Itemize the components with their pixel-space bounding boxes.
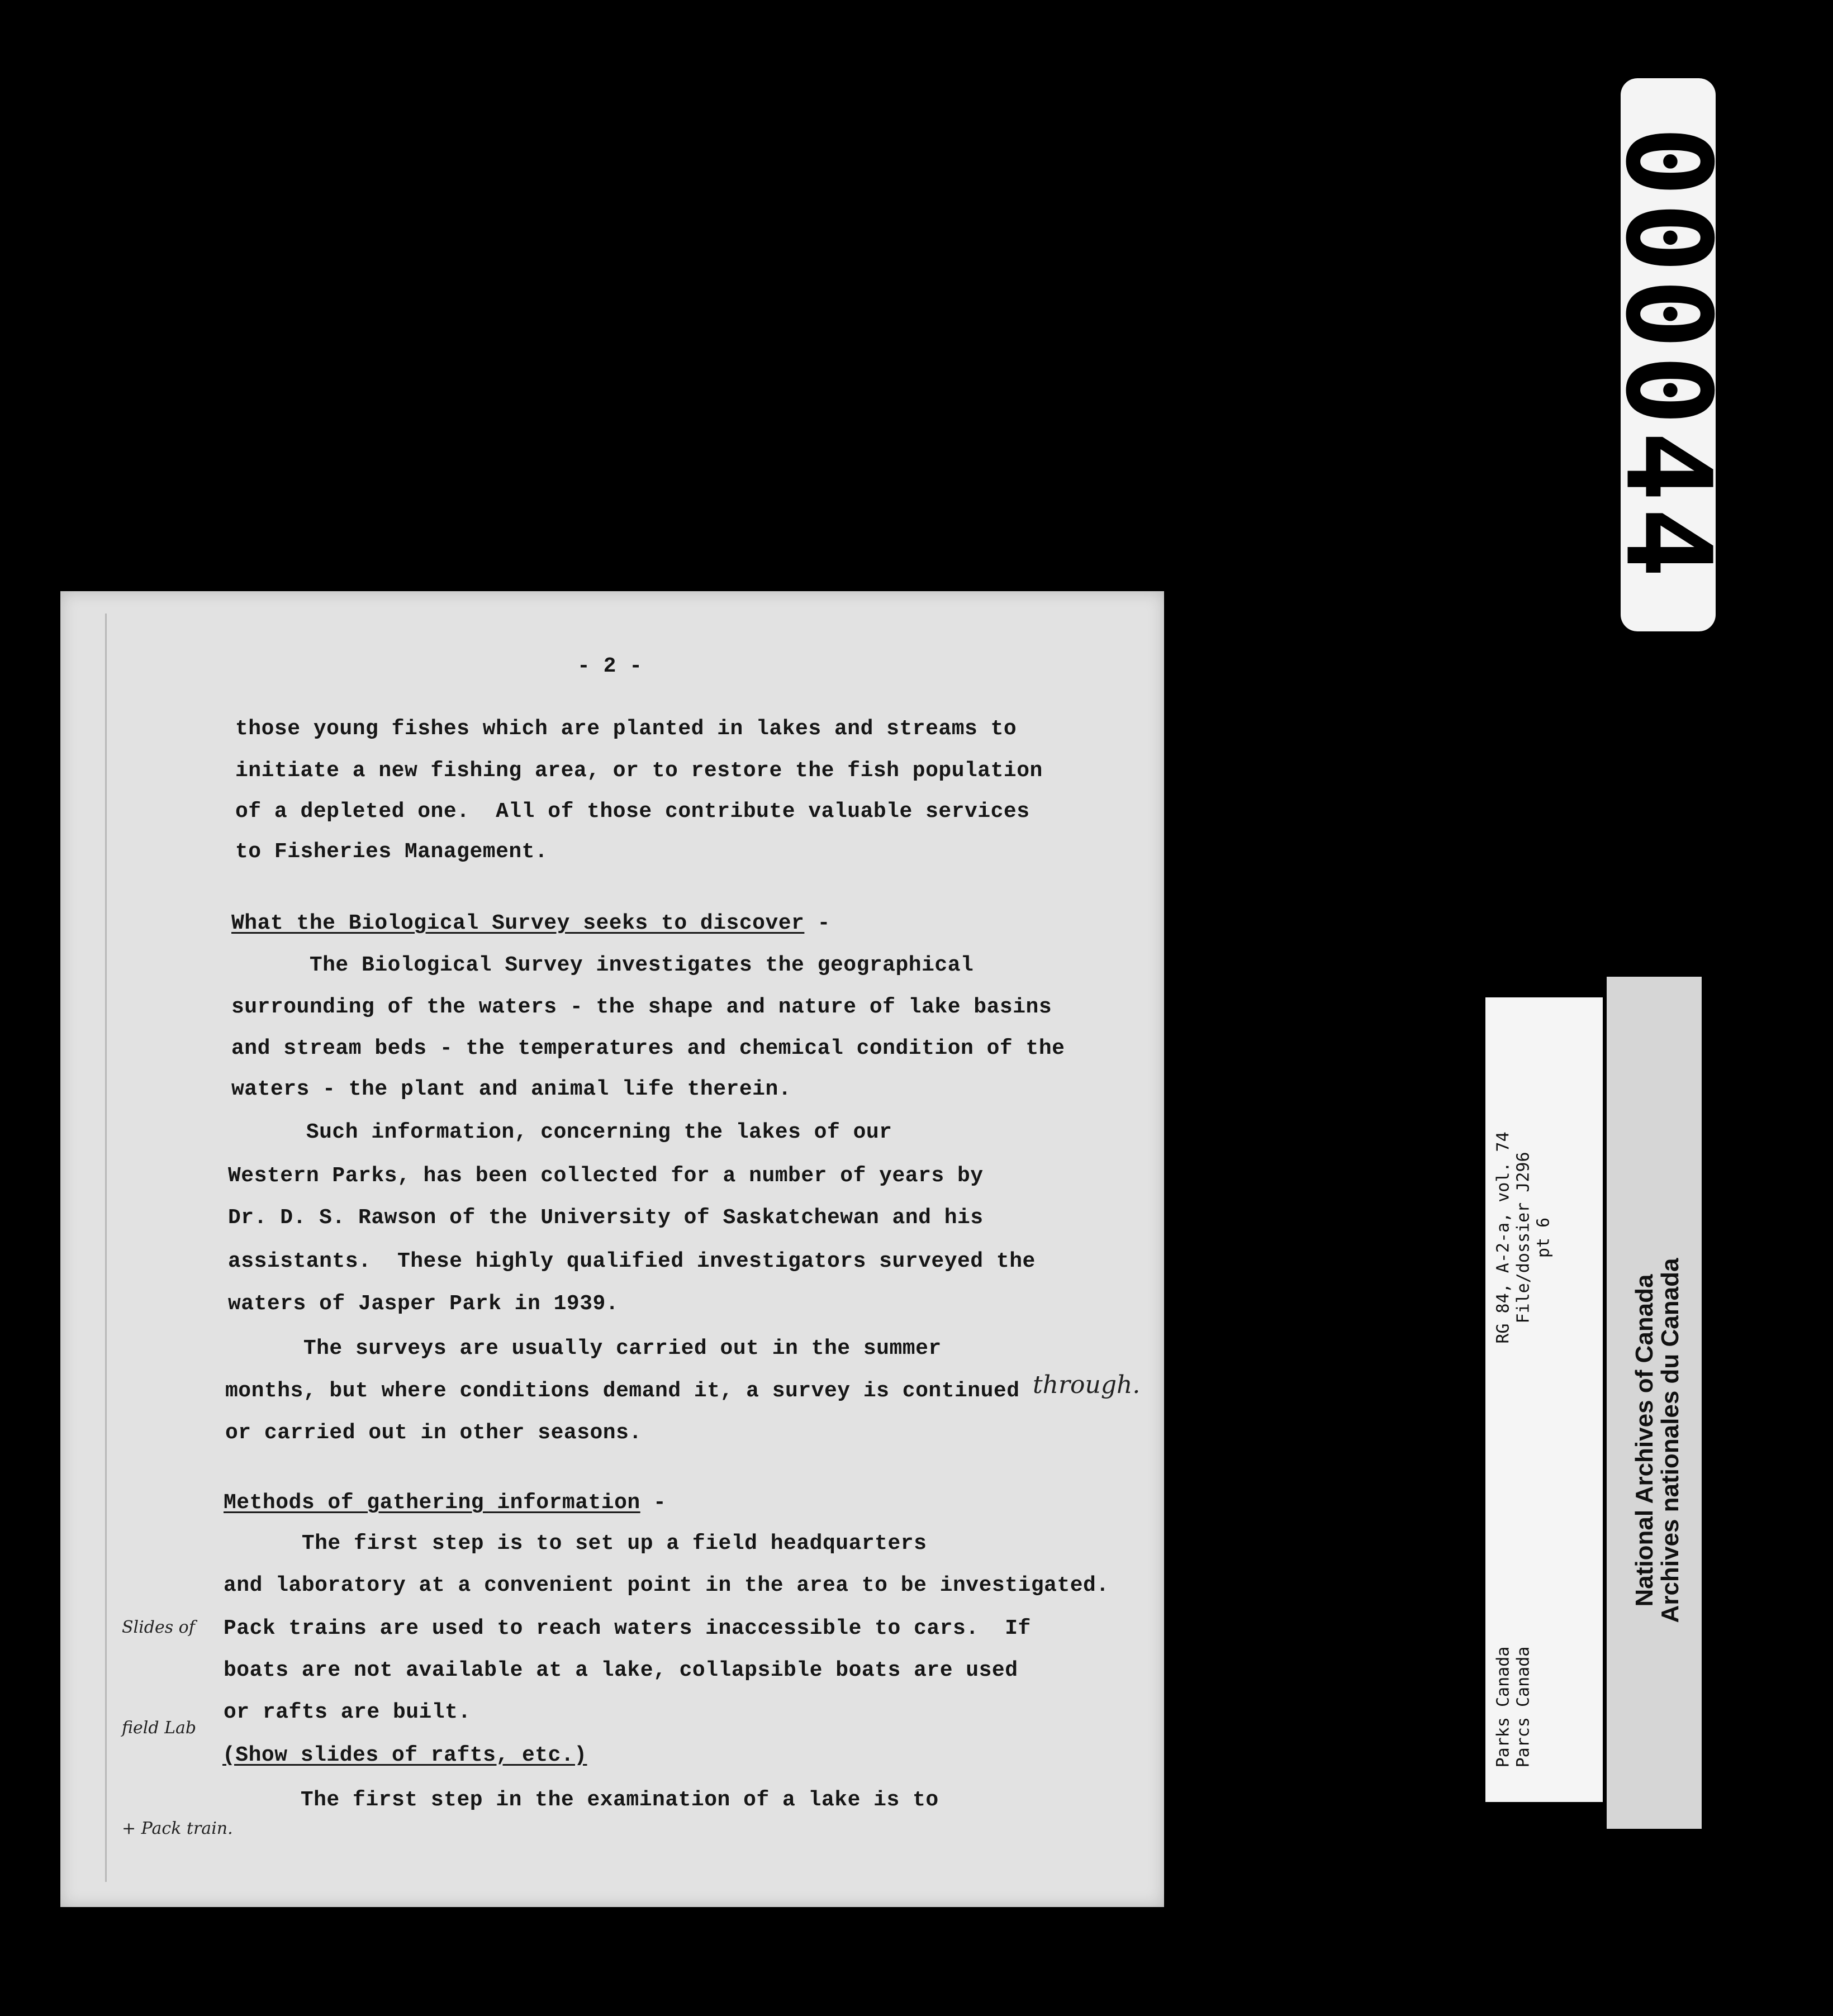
agency-line: Parcs Canada — [1513, 1646, 1533, 1768]
typed-line: or carried out in other seasons. — [225, 1421, 642, 1445]
typed-line: waters of Jasper Park in 1939. — [228, 1292, 619, 1316]
slide-note: (Show slides of rafts, etc.) — [222, 1743, 587, 1767]
section-heading-text: What the Biological Survey seeks to discover — [231, 911, 805, 935]
reference-line: pt 6 — [1533, 1217, 1554, 1258]
typed-line: of a depleted one. All of those contribute valuable services — [235, 800, 1030, 824]
archives-name-en: National Archives of Canada — [1631, 1274, 1658, 1607]
section-heading — [231, 911, 830, 935]
typed-line: to Fisheries Management. — [235, 840, 548, 864]
archives-label — [1607, 977, 1702, 1829]
typed-line: The surveys are usually carried out in the summer — [225, 1337, 942, 1361]
margin-note-line: field Lab — [122, 1718, 197, 1738]
typed-line: initiate a new fishing area, or to restore the fish population — [235, 759, 1043, 783]
page-number: - 2 - — [577, 654, 643, 678]
typed-line: The Biological Survey investigates the geographical — [231, 953, 974, 977]
reference-line: RG 84, A-2-a, vol. 74 — [1493, 1131, 1513, 1344]
handwritten-insert: through. — [1033, 1371, 1141, 1399]
reference-label — [1485, 997, 1603, 1802]
typed-line: or rafts are built. — [224, 1700, 471, 1724]
typed-line: surrounding of the waters - the shape and nature of lake basins — [231, 995, 1052, 1019]
typed-line: The first step is to set up a field headquarters — [224, 1532, 927, 1556]
section-heading-text: Methods of gathering information — [224, 1491, 640, 1515]
frame-number: 000044 — [1599, 126, 1737, 584]
typed-line: Western Parks, has been collected for a number of years by — [228, 1164, 984, 1188]
typed-line: The first step in the examination of a lake is to — [222, 1788, 939, 1812]
reference-line: File/dossier J296 — [1513, 1152, 1533, 1324]
section-heading-dash: - — [640, 1491, 667, 1515]
typed-line: Pack trains are used to reach waters inaccessible to cars. If — [224, 1616, 1031, 1641]
typed-line: those young fishes which are planted in lakes and streams to — [235, 717, 1017, 741]
typed-line: and stream beds - the temperatures and chemical condition of the — [231, 1036, 1065, 1061]
typed-line: waters - the plant and animal life therein. — [231, 1077, 792, 1101]
section-heading — [224, 1491, 666, 1515]
section-heading-dash: - — [804, 911, 830, 935]
typed-line: boats are not available at a lake, collapsible boats are used — [224, 1658, 1018, 1682]
typed-line: assistants. These highly qualified investigators surveyed the — [228, 1249, 1036, 1273]
typed-line: and laboratory at a convenient point in the area to be investigated. — [224, 1573, 1109, 1597]
page-edge-line — [105, 614, 107, 1882]
agency-line: Parks Canada — [1493, 1646, 1513, 1768]
margin-note-line: Slides of — [122, 1618, 195, 1637]
typed-line: Such information, concerning the lakes of our — [228, 1120, 892, 1144]
typed-line: Dr. D. S. Rawson of the University of Saskatchewan and his — [228, 1206, 984, 1230]
archives-name-fr: Archives nationales du Canada — [1656, 1258, 1684, 1623]
typed-line: months, but where conditions demand it, a survey is continued — [225, 1379, 1020, 1403]
margin-note-line: + Pack train. — [122, 1819, 233, 1838]
typed-page — [60, 591, 1164, 1907]
handwritten-margin-note — [122, 1544, 233, 1913]
